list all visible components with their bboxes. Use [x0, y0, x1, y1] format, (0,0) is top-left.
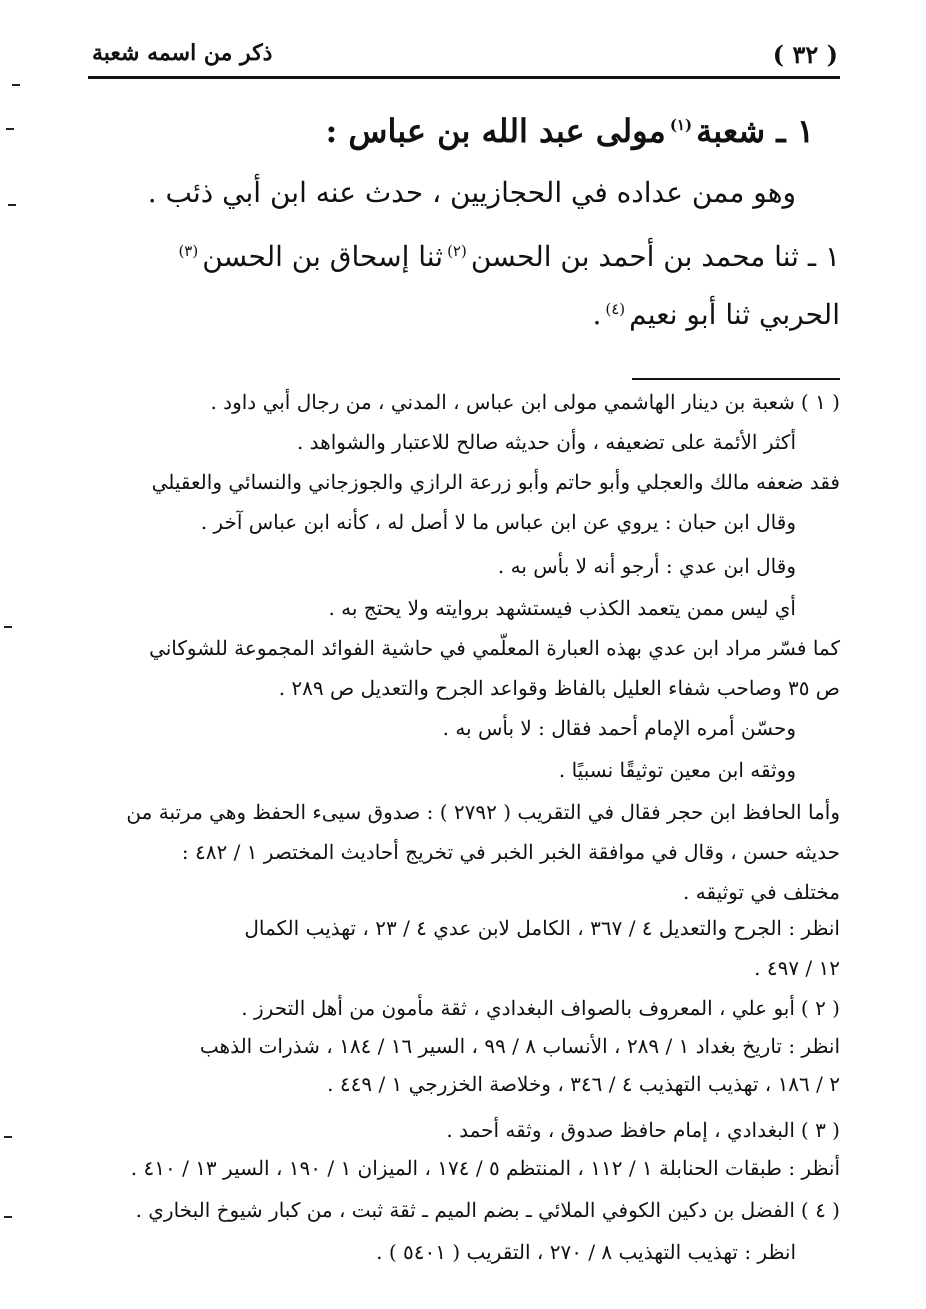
footnote-4-line-1: [136, 1198, 840, 1222]
footnote-1-line-5: وقال ابن عدي : أرجو أنه لا بأس به .: [497, 554, 796, 578]
footnote-1-line-15: ١٢ / ٤٩٧ .: [754, 956, 840, 980]
footnote-2-line-2: انظر : تاريخ بغداد ١ / ٢٨٩ ، الأنساب ٨ / ٩٩ ، السير ١٦ / ١٨٤ ، شذرات الذهب: [199, 1034, 840, 1058]
footnote-2-line-3: ٢ / ١٨٦ ، تهذيب التهذيب ٤ / ٣٤٦ ، وخلاصة الخزرجي ١ / ٤٤٩ .: [327, 1072, 840, 1096]
body-line-3-part-b: .: [592, 298, 602, 331]
footnote-1-line-12: حديثه حسن ، وقال في موافقة الخبر الخبر في تخريج أحاديث المختصر ١ / ٤٨٢ :: [181, 840, 840, 864]
margin-tick: [4, 1136, 12, 1138]
footnote-1-line-14: انظر : الجرح والتعديل ٤ / ٣٦٧ ، الكامل لابن عدي ٤ / ٢٣ ، تهذيب الكمال: [244, 916, 840, 940]
footnote-2-mark: ( ٢ ): [800, 996, 840, 1020]
entry-heading-rest: مولى عبد الله بن عباس :: [325, 112, 666, 150]
footnote-1-line-6: أي ليس ممن يتعمد الكذب فيستشهد بروايته ولا يحتج به .: [328, 596, 796, 620]
footnote-ref-3: (٣): [178, 241, 199, 260]
body-line-3: [592, 298, 840, 331]
footnote-3-line-2: أنظر : طبقات الحنابلة ١ / ١١٢ ، المنتظم ٥ / ١٧٤ ، الميزان ١ / ١٩٠ ، السير ١٣ / ٤١٠ .: [130, 1156, 840, 1180]
footnote-ref-4: (٤): [605, 299, 626, 318]
footnote-1-mark: ( ١ ): [800, 390, 840, 414]
footnote-1-line-10: ووثقه ابن معين توثيقًا نسبيًا .: [558, 758, 796, 782]
body-line-2: [174, 240, 840, 273]
footnote-1-line-3: فقد ضعفه مالك والعجلي وأبو حاتم وأبو زرعة الرازي والجوزجاني والنسائي والعقيلي: [151, 470, 840, 494]
footnote-1-line-1: [210, 390, 840, 414]
footnote-3-mark: ( ٣ ): [800, 1118, 840, 1142]
footnote-1-line-2: أكثر الأئمة على تضعيفه ، وأن حديثه صالح للاعتبار والشواهد .: [296, 430, 796, 454]
footnote-1-text: شعبة بن دينار الهاشمي مولى ابن عباس ، المدني ، من رجال أبي داود .: [210, 390, 795, 414]
footnote-4-text: الفضل بن دكين الكوفي الملائي ـ بضم الميم ـ ثقة ثبت ، من كبار شيوخ البخاري .: [135, 1198, 795, 1222]
margin-tick: [4, 1216, 12, 1218]
body-line-2-part-a: ١ ـ ثنا محمد بن أحمد بن الحسن: [470, 240, 840, 273]
footnote-separator: [632, 378, 840, 380]
margin-tick: [8, 204, 16, 206]
footnote-2-text: أبو علي ، المعروف بالصواف البغدادي ، ثقة مأمون من أهل التحرز .: [241, 996, 795, 1020]
footnote-ref-2: (٢): [447, 241, 467, 260]
footnote-1-line-7: كما فسّر مراد ابن عدي بهذه العبارة المعلّمي في حاشية الفوائد المجموعة للشوكاني: [149, 636, 840, 660]
margin-tick: [4, 626, 12, 628]
footnote-2-line-1: [241, 996, 840, 1020]
footnote-1-line-9: وحسّن أمره الإمام أحمد فقال : لا بأس به .: [442, 716, 796, 740]
footnote-3-text: البغدادي ، إمام حافظ صدوق ، وثقه أحمد .: [446, 1118, 795, 1142]
footnote-ref-1: (١): [669, 116, 693, 135]
entry-heading-number: ١ ـ شعبة: [696, 112, 814, 150]
body-line-1: وهو ممن عداده في الحجازيين ، حدث عنه ابن أبي ذئب .: [147, 176, 796, 209]
footnote-4-mark: ( ٤ ): [800, 1198, 840, 1222]
footnote-1-line-8: ص ٣٥ وصاحب شفاء العليل بالفاظ وقواعد الجرح والتعديل ص ٢٨٩ .: [278, 676, 840, 700]
footnote-3-line-1: [446, 1118, 840, 1142]
page-number: ( ٣٢ ): [772, 40, 838, 69]
footnote-1-line-4: وقال ابن حبان : يروي عن ابن عباس ما لا أصل له ، كأنه ابن عباس آخر .: [200, 510, 796, 534]
entry-heading: [214, 112, 814, 150]
footnote-1-line-11: وأما الحافظ ابن حجر فقال في التقريب ( ٢٧٩٢ ) : صدوق سيىء الحفظ وهي مرتبة من: [126, 800, 840, 824]
body-line-2-part-b: ثنا إسحاق بن الحسن: [202, 240, 444, 273]
running-title: ذكر من اسمه شعبة: [92, 40, 273, 66]
body-line-3-part-a: الحربي ثنا أبو نعيم: [629, 298, 840, 331]
footnote-1-line-13: مختلف في توثيقه .: [683, 880, 840, 904]
footnote-4-line-2: انظر : تهذيب التهذيب ٨ / ٢٧٠ ، التقريب ( ٥٤٠١ ) .: [376, 1240, 796, 1264]
margin-tick: [6, 128, 14, 130]
margin-tick: [12, 84, 20, 86]
page-header: [88, 36, 840, 79]
